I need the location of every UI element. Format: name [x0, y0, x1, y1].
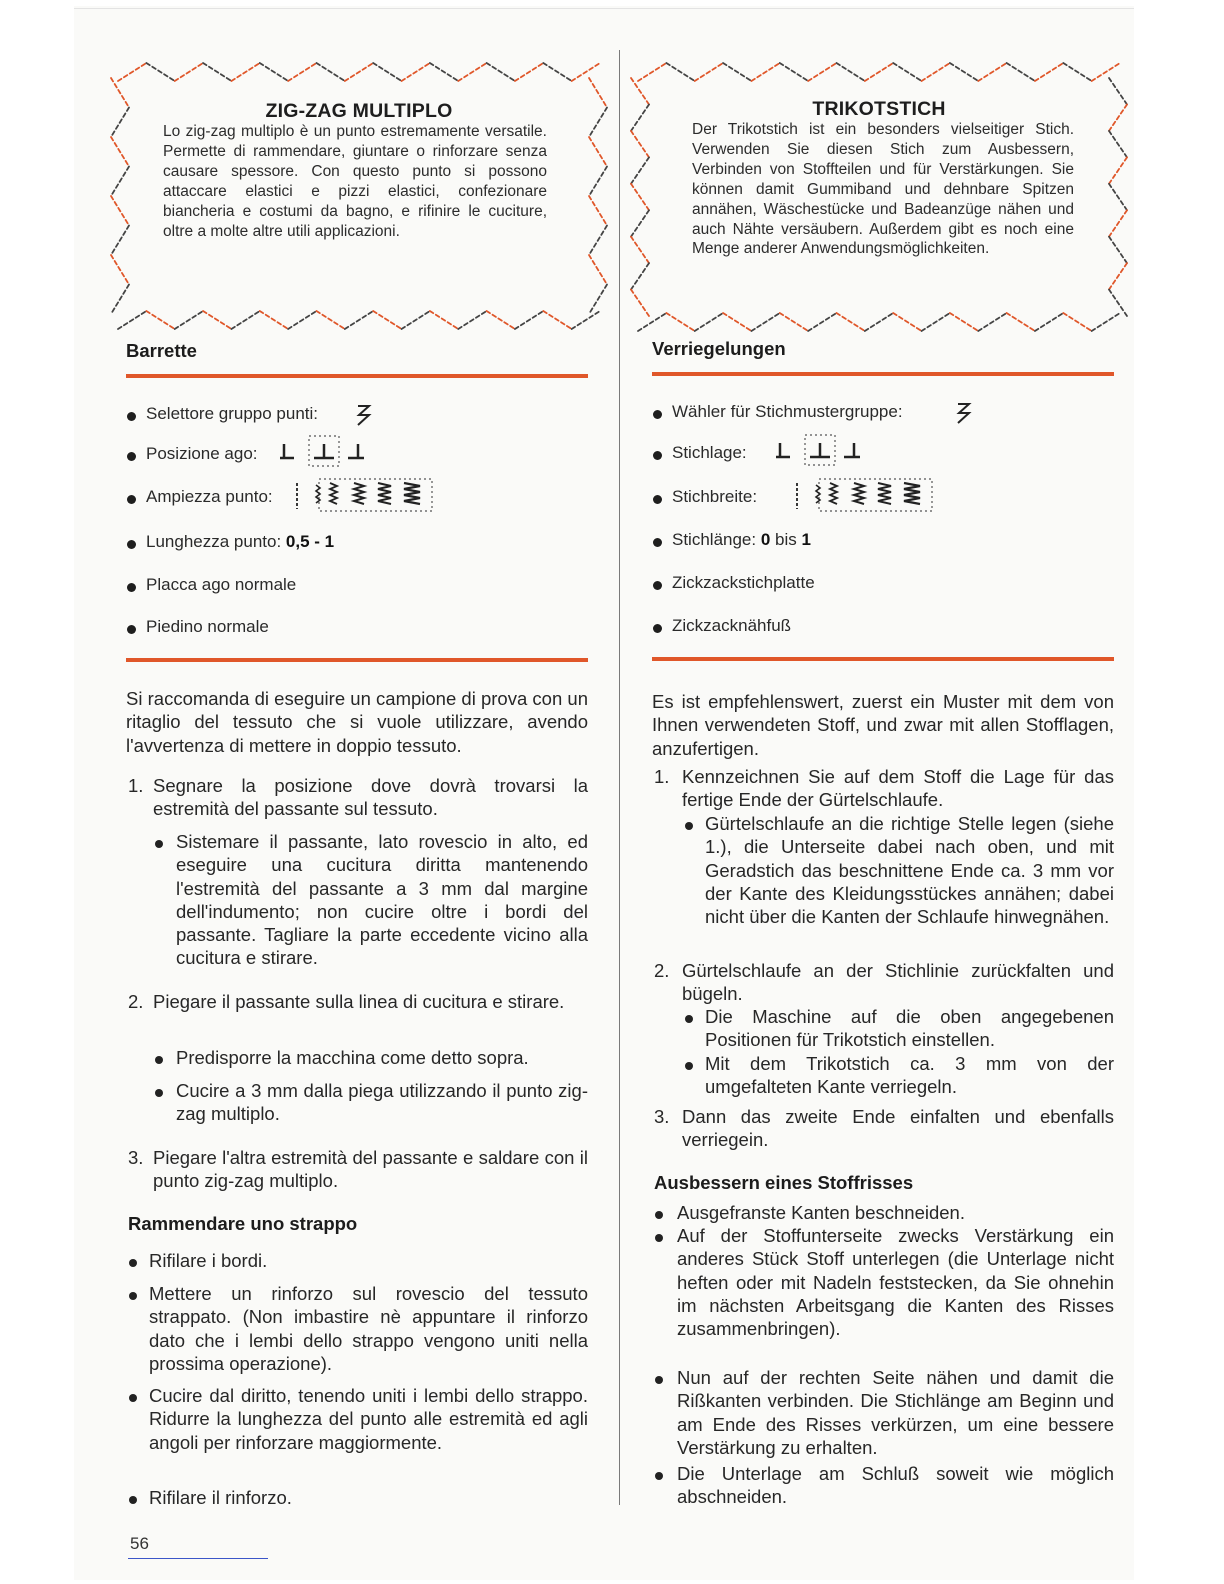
step-number: 3. [654, 1106, 670, 1127]
length-value: 0,5 - 1 [285, 532, 335, 551]
setting-needle-position [126, 442, 588, 470]
step-number: 2. [128, 991, 144, 1012]
bullet-text: Mettere un rinforzo sul rovescio del tessuto strappato. (Non imbastire nè appuntare il rinforzo dato che i lembi dello strappo vengono uniti nella prossima operazione). [149, 1283, 588, 1374]
bullet-dot [155, 1056, 163, 1064]
box-description: Lo zig-zag multiplo è un punto estremamente versatile. Permette di rammendare, giuntare o rinforzare senza causare spessore. Con questo punto si possono attaccare elastici e pizzi elastici, confezionare biancheria e costumi da bagno, e rifinire le cuciture, oltre a molte altre utili applicazioni. [163, 123, 547, 240]
intro-paragraph: Si raccomanda di eseguire un campione di prova con un ritaglio del tessuto che si vuole utilizzare, avendo l'avvertenza di mettere in doppio tessuto. [126, 688, 588, 756]
bullet-dot [685, 822, 693, 830]
bullet-dot [653, 538, 662, 547]
setting-needle-plate [652, 571, 1114, 599]
page-number-underline [128, 1558, 268, 1559]
setting-label: Selettore gruppo punti: [146, 404, 319, 423]
box-title: TRIKOTSTICH [812, 98, 946, 120]
bullet-dot [127, 583, 136, 592]
setting-label: Placca ago normale [146, 575, 297, 594]
setting-presser-foot [126, 615, 588, 643]
setting-stitch-length [126, 530, 588, 558]
bullet-dot [129, 1394, 137, 1402]
step-number: 1. [128, 775, 144, 796]
bullet-text: Ausgefranste Kanten beschneiden. [677, 1202, 965, 1223]
bullet-dot [127, 495, 136, 504]
bullet-text: Auf der Stoffunterseite zwecks Verstärkung ein anderes Stück Stoff unterlegen (die Unterlage nicht heften oder mit Nadeln feststecken, da Sie ohnehin im nächsten Arbeitsgang die Kanten des Risses zusammenbringen). [677, 1225, 1114, 1340]
bullet-text: Rifilare il rinforzo. [149, 1487, 292, 1508]
step-number: 1. [654, 766, 670, 787]
setting-stitch-group [652, 400, 1114, 428]
column-divider [619, 50, 620, 1505]
stitch-width-icon [292, 477, 442, 521]
stitch-width-icon [792, 477, 942, 521]
bullet-dot [653, 624, 662, 633]
step-number: 3. [128, 1147, 144, 1168]
needle-position-icon [276, 434, 376, 470]
setting-needle-plate [126, 573, 588, 601]
orange-rule-bottom [652, 657, 1114, 661]
bullet-dot [127, 412, 136, 421]
step-text: Kennzeichnen Sie auf dem Stoff die Lage für das fertige Ende der Gürtelschlaufe. [682, 766, 1114, 811]
step-text: Segnare la posizione dove dovrà trovarsi la estremità del passante sul tessuto. [153, 775, 588, 820]
bullet-text: Sistemare il passante, lato rovescio in alto, ed eseguire una cucitura diritta mantenendo l'estremità del passante a 3 mm dal margine dell'indumento; non cucire oltre i bordi del passante. Tagliare la parte eccedente vicino alla cucitura e stirare. [176, 831, 588, 969]
bullet-text: Cucire a 3 mm dalla piega utilizzando il punto zig-zag multiplo. [176, 1080, 588, 1125]
bullet-dot [653, 495, 662, 504]
bullet-text: Predisporre la macchina come detto sopra. [176, 1047, 529, 1068]
setting-stitch-width [652, 485, 1114, 513]
step-text: Piegare l'altra estremità del passante e saldare con il punto zig-zag multiplo. [153, 1147, 588, 1192]
setting-label [672, 530, 811, 550]
bullet-text: Die Unterlage am Schluß soweit wie möglich abschneiden. [677, 1463, 1114, 1508]
bullet-dot [655, 1234, 663, 1242]
bullet-text: Cucire dal diritto, tenendo uniti i lembi dello strappo. Ridurre la lunghezza del punto alle estremità ed agli angoli per rinforzare maggiormente. [149, 1385, 588, 1453]
bullet-dot [685, 1062, 693, 1070]
box-title: ZIG-ZAG MULTIPLO [265, 100, 453, 122]
length-value: 0 [760, 530, 771, 549]
length-connector: bis [770, 530, 802, 549]
bullet-dot [127, 452, 136, 461]
box-description: Der Trikotstich ist ein besonders vielseitiger Stich. Verwenden Sie diesen Stich zum Ausbessern, Verbinden von Stoffteilen und für Verstärkungen. Sie können damit Gummiband und dehnbare Spitzen annähen, Wäschestücke und Badeanzüge nähen und auch Nähte versäubern. Außerdem gibt es noch eine Menge anderer Anwendungsmöglichkeiten. [692, 121, 1074, 258]
setting-label: Posizione ago: [146, 444, 258, 463]
bullet-dot [129, 1292, 137, 1300]
bullet-text: Nun auf der rechten Seite nähen und damit die Rißkanten verbinden. Die Stichlänge am Beginn und am Ende des Risses verkürzen, um eine bessere Verstärkung zu erhalten. [677, 1367, 1114, 1458]
page-number: 56 [130, 1534, 149, 1553]
orange-rule-bottom [126, 658, 588, 662]
orange-rule-top [652, 372, 1114, 376]
bullet-dot [129, 1259, 137, 1267]
bullet-dot [655, 1376, 663, 1384]
bullet-text: Gürtelschlaufe an die richtige Stelle legen (siehe 1.), die Unterseite dabei nach oben, und mit Geradstich das beschnittene Ende ca. 3 mm vor der Kante des Kleidungsstückes annähen; dabei nicht über die Kanten der Schlaufe hinwegnähen. [705, 813, 1114, 928]
setting-label: Piedino normale [146, 617, 269, 636]
setting-stitch-width [126, 485, 588, 513]
bullet-dot [155, 840, 163, 848]
stitch-group-icon [954, 400, 974, 426]
bullet-dot [653, 410, 662, 419]
setting-needle-position [652, 441, 1114, 469]
bullet-dot [127, 540, 136, 549]
step-number: 2. [654, 960, 670, 981]
bullet-text: Die Maschine auf die oben angegebenen Positionen für Trikotstich einstellen. [705, 1006, 1114, 1051]
setting-stitch-group [126, 402, 588, 430]
info-box-zigzag [108, 58, 610, 334]
setting-stitch-length [652, 528, 1114, 556]
info-box-trikotstich [628, 58, 1130, 336]
step-text: Piegare il passante sulla linea di cucitura e stirare. [153, 991, 565, 1012]
subheading-repair: Ausbessern eines Stoffrisses [654, 1172, 914, 1193]
length-value-max: 1 [801, 530, 811, 549]
bullet-dot [127, 625, 136, 634]
section-title: Barrette [126, 340, 197, 361]
bullet-text: Rifilare i bordi. [149, 1250, 268, 1271]
subheading-repair: Rammendare uno strappo [128, 1213, 358, 1234]
bullet-dot [653, 581, 662, 590]
step-text: Gürtelschlaufe an der Stichlinie zurückfalten und bügeln. [682, 960, 1114, 1005]
setting-label: Zickzacknähfuß [672, 616, 792, 635]
needle-position-icon [772, 433, 872, 469]
setting-label [146, 532, 334, 552]
setting-label: Stichlage: [672, 443, 747, 462]
setting-label: Zickzackstichplatte [672, 573, 815, 592]
setting-label: Stichbreite: [672, 487, 758, 506]
bullet-dot [155, 1089, 163, 1097]
bullet-dot [129, 1496, 137, 1504]
orange-rule-top [126, 374, 588, 378]
setting-presser-foot [652, 614, 1114, 642]
bullet-dot [685, 1015, 693, 1023]
bullet-dot [655, 1472, 663, 1480]
setting-label: Wähler für Stichmustergruppe: [672, 402, 903, 421]
top-edge-line [74, 8, 1134, 9]
bullet-dot [653, 451, 662, 460]
length-label: Stichlänge: [672, 530, 761, 549]
setting-label: Ampiezza punto: [146, 487, 273, 506]
intro-paragraph: Es ist empfehlenswert, zuerst ein Muster mit dem von Ihnen verwendeten Stoff, und zwar mit allen Stofflagen, anzufertigen. [652, 691, 1114, 759]
length-label: Lunghezza punto: [146, 532, 286, 551]
bullet-text: Mit dem Trikotstich ca. 3 mm von der umgefalteten Kante verriegeln. [705, 1053, 1114, 1098]
step-text: Dann das zweite Ende einfalten und ebenfalls verriegein. [682, 1106, 1114, 1151]
bullet-dot [655, 1211, 663, 1219]
section-title: Verriegelungen [652, 338, 786, 359]
stitch-group-icon [354, 402, 374, 428]
